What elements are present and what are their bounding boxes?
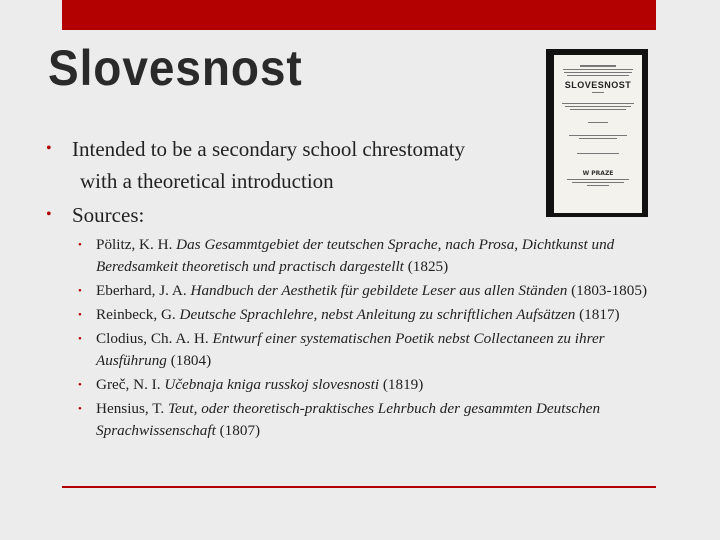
bullet-icon: • bbox=[78, 379, 82, 391]
bullet-icon: • bbox=[78, 333, 82, 345]
source-item bbox=[76, 328, 666, 372]
source-year: (1807) bbox=[219, 422, 261, 439]
source-work: Handbuch der Aesthetik für gebildete Leser aus allen Ständen bbox=[190, 282, 568, 299]
source-item bbox=[76, 398, 666, 442]
source-year: (1804) bbox=[170, 352, 212, 369]
bullet-icon: • bbox=[78, 285, 82, 297]
top-accent-bar bbox=[62, 0, 656, 30]
source-item bbox=[76, 280, 666, 302]
source-author: Greč, N. I. bbox=[96, 376, 161, 393]
book-page bbox=[554, 55, 642, 213]
bullet-item bbox=[44, 132, 544, 198]
source-work: Entwurf einer systematischen Poetik nebst Collectaneen zu ihrer Ausführung bbox=[96, 330, 605, 369]
slide-title: Slovesnost bbox=[48, 40, 303, 96]
bullet-icon: • bbox=[46, 140, 52, 157]
book-title-page-image bbox=[546, 49, 648, 217]
source-author: Reinbeck, G. bbox=[96, 306, 176, 323]
source-year: (1817) bbox=[579, 306, 620, 323]
book-title-text: SLOVESNOST bbox=[564, 80, 632, 90]
bullet-icon: • bbox=[78, 239, 82, 251]
source-author: Pölitz, K. H. bbox=[96, 236, 173, 253]
bullet-icon: • bbox=[78, 403, 82, 415]
bullet-icon: • bbox=[46, 206, 52, 223]
bullet-text-continued: with a theoretical introduction bbox=[80, 169, 334, 193]
source-item bbox=[76, 374, 666, 396]
main-bullet-list bbox=[44, 132, 544, 232]
source-item bbox=[76, 304, 666, 326]
bottom-accent-line bbox=[62, 486, 656, 488]
source-year: (1825) bbox=[407, 258, 449, 275]
source-author: Clodius, Ch. A. H. bbox=[96, 330, 209, 347]
source-item bbox=[76, 234, 666, 278]
sources-list bbox=[76, 234, 666, 444]
bullet-text: Intended to be a secondary school chrestomaty bbox=[72, 137, 466, 161]
bullet-icon: • bbox=[78, 309, 82, 321]
source-year: (1819) bbox=[382, 376, 424, 393]
book-place-text: W PRAZE bbox=[582, 170, 614, 177]
bullet-item bbox=[44, 198, 544, 232]
source-work: Das Gesammtgebiet der teutschen Sprache, nach Prosa, Dichtkunst und Beredsamkeit theoretisch und practisch dargestellt bbox=[96, 236, 615, 275]
bullet-text: Sources: bbox=[72, 203, 145, 227]
source-work: Teut, oder theoretisch-praktisches Lehrbuch der gesammten Deutschen Sprachwissenschaft bbox=[96, 400, 601, 439]
source-author: Hensius, T. bbox=[96, 400, 165, 417]
source-work: Učebnaja kniga russkoj slovesnosti bbox=[164, 376, 380, 393]
source-author: Eberhard, J. A. bbox=[96, 282, 187, 299]
source-work: Deutsche Sprachlehre, nebst Anleitung zu schriftlichen Aufsätzen bbox=[179, 306, 576, 323]
source-year: (1803-1805) bbox=[571, 282, 648, 299]
